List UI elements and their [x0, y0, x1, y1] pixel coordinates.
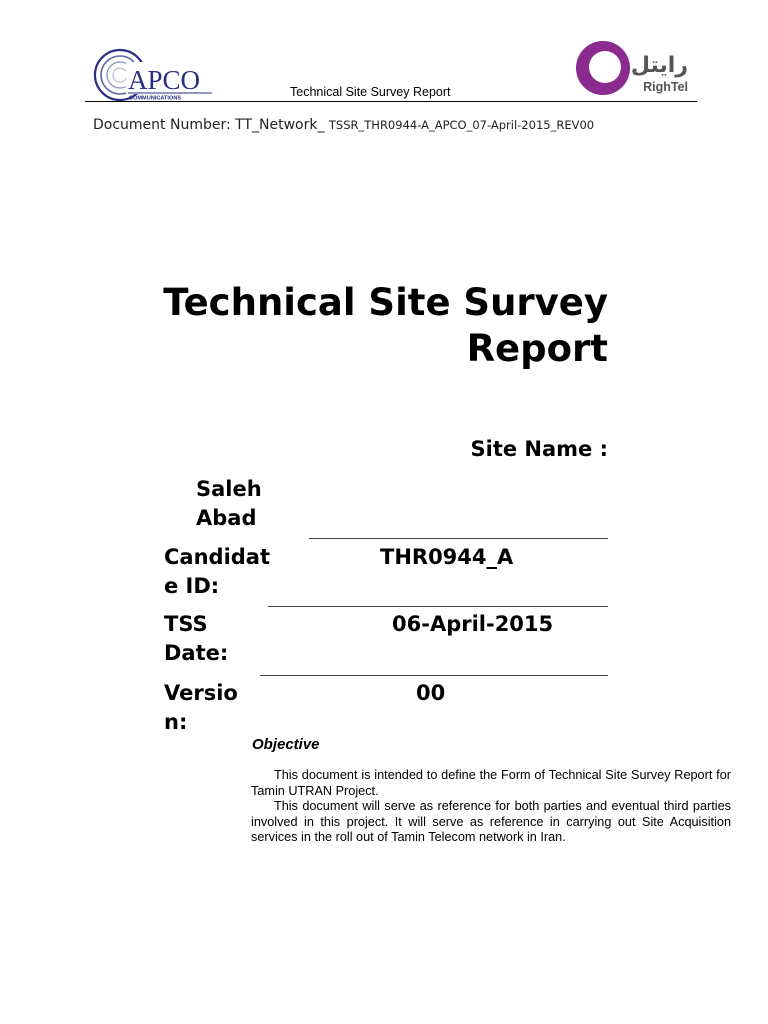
tss-date-label-line-2: Date:: [164, 641, 229, 665]
rightel-logo: [570, 36, 694, 100]
objective-body: [251, 768, 731, 846]
site-name-label: Site Name :: [470, 437, 608, 461]
site-name-value-line-1: Saleh: [196, 477, 262, 501]
candidate-id-label-line-2: e ID:: [164, 574, 220, 598]
candidate-id-underline: [268, 606, 608, 607]
version-label-line-2: n:: [164, 710, 188, 734]
page-title-line-1: Technical Site Survey: [163, 281, 608, 324]
document-number-value: TSSR_THR0944-A_APCO_07-April-2015_REV00: [328, 118, 595, 132]
header-divider: [85, 101, 697, 102]
rightel-logo-text: RighTel: [643, 80, 688, 94]
site-name-value: [196, 475, 286, 533]
document-number: [93, 117, 594, 133]
tss-date-underline: [260, 675, 608, 676]
version-label: [164, 679, 259, 737]
page-title-line-2: Report: [466, 327, 608, 370]
rightel-logo-graphic: [570, 36, 694, 100]
site-name-value-line-2: Abad: [196, 506, 257, 530]
apco-logo-tagline: COMMUNICATIONS: [129, 95, 182, 102]
objective-paragraph-1: This document is intended to define the Form of Technical Site Survey Report for Tamin UTRAN Project.: [251, 768, 731, 798]
apco-logo: [92, 44, 214, 102]
document-number-label: Document Number: TT_Network_: [93, 117, 329, 133]
version-label-line-1: Versio: [164, 681, 238, 705]
tss-date-value: 06-April-2015: [392, 612, 554, 636]
tss-date-label: [164, 610, 264, 668]
objective-paragraph-2: This document will serve as reference for both parties and eventual third parties involved in this project. It will serve as reference in carrying out Site Acquisition services in the roll out of Tamin Telecom network in Iran.: [251, 799, 731, 845]
version-value: 00: [416, 681, 446, 705]
apco-logo-graphic: [92, 44, 214, 102]
header-title: Technical Site Survey Report: [290, 85, 451, 99]
candidate-id-value: THR0944_A: [380, 545, 514, 569]
candidate-id-label: [164, 543, 294, 601]
candidate-id-label-line-1: Candidat: [164, 545, 271, 569]
objective-heading: Objective: [252, 736, 320, 753]
tss-date-label-line-1: TSS: [164, 612, 208, 636]
site-name-underline: [309, 538, 608, 539]
rightel-logo-arabic: رايتل: [630, 53, 688, 78]
apco-logo-text: APCO: [128, 65, 201, 95]
page-title: [120, 280, 608, 372]
